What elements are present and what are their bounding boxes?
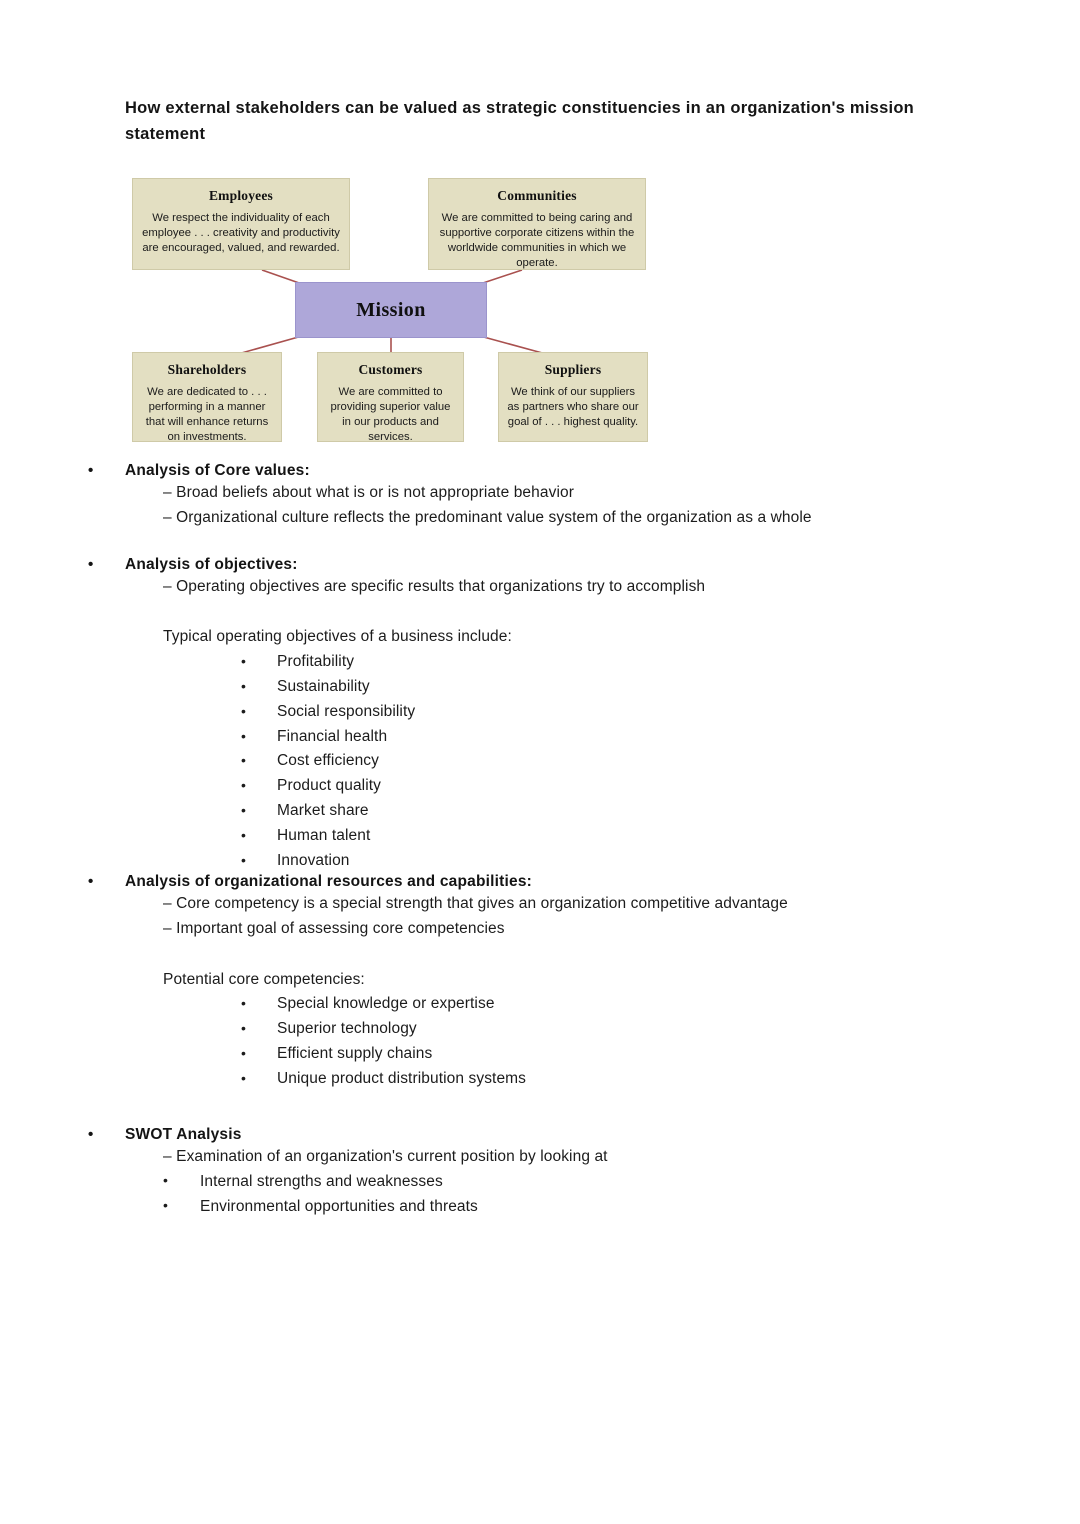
bullet-icon: • [241, 851, 247, 868]
bullet-icon: • [241, 1069, 247, 1086]
bullet-icon: • [241, 777, 247, 794]
list-item-label: Sustainability [277, 677, 370, 695]
list-item [0, 1042, 1080, 1067]
outline-heading-objectives [0, 556, 1080, 574]
node-text-communities: We are committed to being caring and supportive corporate citizens within the worldwide communities in which we operate. [439, 212, 635, 270]
mission-label: Mission [356, 298, 426, 321]
list-item [0, 992, 1080, 1017]
spacer [0, 1092, 1080, 1126]
list-item [0, 725, 1080, 750]
list-item-label: Unique product distribution systems [277, 1069, 527, 1087]
outline-sub-core-values-2: – Organizational culture reflects the predominant value system of the organization as a whole [163, 509, 812, 527]
bullet-icon: • [241, 702, 247, 719]
outline-content [0, 462, 1080, 1219]
list-item [0, 799, 1080, 824]
lead-in-core-competencies: Potential core competencies: [163, 970, 365, 988]
node-title-shareholders: Shareholders [167, 362, 247, 377]
node-text-customers: We are committed to providing superior value in our products and services. [330, 386, 451, 444]
outline-sub-objectives-1: – Operating objectives are specific results that organizations try to accomplish [163, 578, 706, 596]
bullet-icon: • [241, 752, 247, 769]
list-item-label: Environmental opportunities and threats [200, 1197, 478, 1215]
node-title-employees: Employees [208, 188, 274, 203]
list-item-label: Efficient supply chains [277, 1044, 433, 1062]
outline-heading-swot [0, 1126, 1080, 1144]
bullet-icon: • [241, 801, 247, 818]
node-title-suppliers: Suppliers [544, 362, 602, 377]
outline-sub-resources-2: – Important goal of assessing core competencies [163, 920, 505, 938]
node-text-employees: We respect the individuality of each employee . . . creativity and productivity are encouraged, valued, and rewarded. [142, 212, 340, 255]
list-item [0, 650, 1080, 675]
list-item-label: Innovation [277, 851, 350, 869]
bullet-icon: • [163, 1171, 169, 1188]
bullet-icon: • [88, 462, 94, 479]
bullet-icon: • [88, 1125, 94, 1143]
bullet-icon: • [241, 1020, 247, 1037]
bullet-icon: • [241, 826, 247, 843]
outline-sub-resources-1: – Core competency is a special strength that gives an organization competitive advantage [163, 895, 788, 913]
bullet-icon: • [88, 556, 94, 574]
list-item-label: Market share [277, 801, 369, 819]
bullet-icon: • [241, 653, 247, 670]
list-item-label: Social responsibility [277, 702, 416, 720]
outline-heading-label: Analysis of Core values: [125, 462, 310, 479]
mission-stakeholder-diagram [130, 170, 660, 450]
list-item [0, 1067, 1080, 1092]
list-item-label: Superior technology [277, 1020, 417, 1038]
outline-heading-resources [0, 873, 1080, 891]
list-item [0, 824, 1080, 849]
page-title: How external stakeholders can be valued as strategic constituencies in an organization's mission statement [125, 99, 914, 143]
diagram-node-suppliers [498, 352, 648, 442]
bullet-icon: • [241, 995, 247, 1012]
list-item-label: Financial health [277, 727, 388, 745]
spacer [0, 530, 1080, 556]
list-item [0, 1194, 1080, 1219]
list-item [0, 675, 1080, 700]
bullet-icon: • [241, 1044, 247, 1061]
bullet-icon: • [88, 873, 94, 891]
diagram-node-mission [295, 282, 487, 338]
node-title-customers: Customers [358, 362, 423, 377]
node-title-communities: Communities [497, 188, 577, 203]
outline-heading-core-values [0, 462, 1080, 480]
outline-heading-label: SWOT Analysis [125, 1125, 242, 1143]
list-item [0, 749, 1080, 774]
bullet-icon: • [241, 677, 247, 694]
list-item [0, 1017, 1080, 1042]
list-item-label: Product quality [277, 777, 382, 795]
outline-heading-label: Analysis of objectives: [125, 556, 298, 574]
diagram-node-customers [317, 352, 464, 442]
spacer [0, 942, 1080, 968]
list-item [0, 774, 1080, 799]
node-text-suppliers: We think of our suppliers as partners who share our goal of . . . highest quality. [507, 386, 639, 429]
outline-heading-label: Analysis of organizational resources and capabilities: [125, 873, 533, 891]
spacer [0, 599, 1080, 625]
outline-sub-swot-1: – Examination of an organization's current position by looking at [163, 1147, 608, 1165]
diagram-node-shareholders [132, 352, 282, 442]
lead-in-objectives: Typical operating objectives of a business include: [163, 628, 512, 646]
bullet-icon: • [163, 1196, 169, 1213]
list-item [0, 700, 1080, 725]
list-item-label: Internal strengths and weaknesses [200, 1172, 443, 1190]
list-item [0, 849, 1080, 874]
list-item-label: Human talent [277, 826, 371, 844]
outline-sub-core-values-1: – Broad beliefs about what is or is not appropriate behavior [163, 484, 574, 501]
bullet-icon: • [241, 727, 247, 744]
diagram-node-employees [132, 178, 350, 270]
list-item-label: Cost efficiency [277, 752, 380, 770]
node-text-shareholders: We are dedicated to . . . performing in a manner that will enhance returns on investments. [145, 386, 269, 444]
list-item-label: Special knowledge or expertise [277, 995, 495, 1013]
list-item-label: Profitability [277, 653, 355, 671]
list-item [0, 1169, 1080, 1194]
diagram-node-communities [428, 178, 646, 270]
